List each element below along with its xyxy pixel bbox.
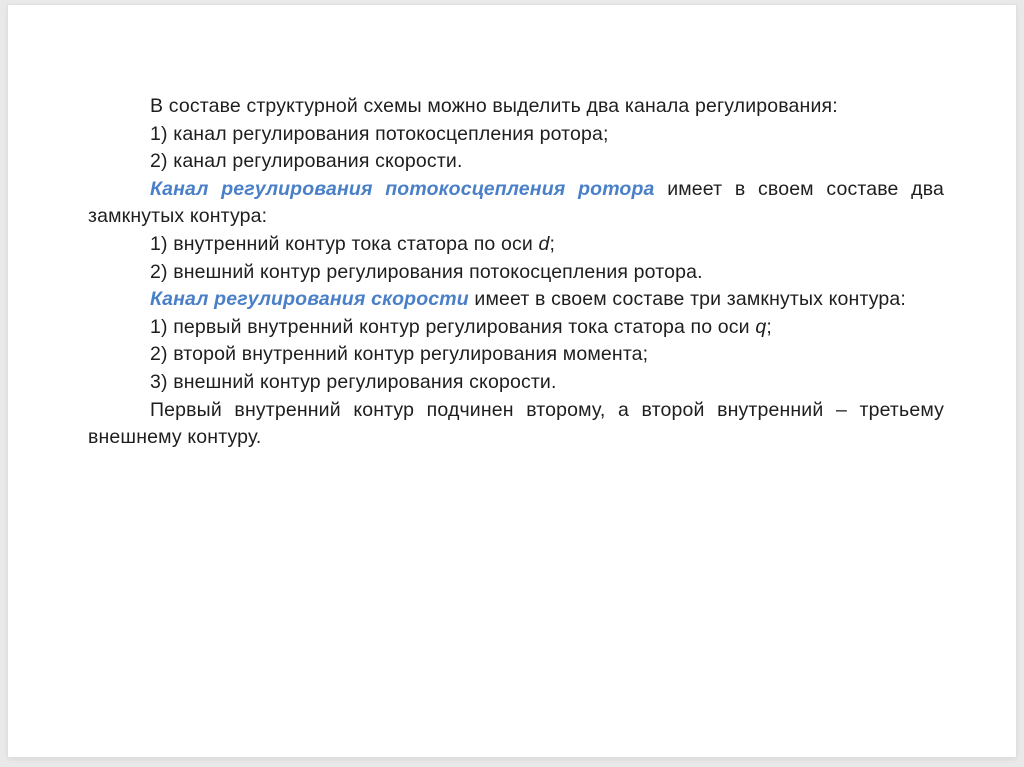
flux-list-item-2: 2) внешний контур регулирования потокосцепления ротора. [150, 260, 703, 283]
flux-item-1-text: 1) внутренний контур тока статора по оси [150, 232, 539, 255]
conclusion-paragraph: Первый внутренний контур подчинен второму, а второй внутренний – третьему внешнему контуру. [88, 398, 944, 449]
flux-list-item-1 [88, 231, 944, 259]
flux-channel-heading: Канал регулирования потокосцепления ротора [150, 177, 655, 200]
intro-paragraph: В составе структурной схемы можно выделить два канала регулирования: [150, 95, 838, 117]
intro-list-item-2: 2) канал регулирования скорости. [150, 150, 463, 173]
axis-d-variable: d [538, 232, 550, 255]
speed-item-1-end: ; [766, 315, 772, 338]
slide-text-body [88, 93, 944, 452]
speed-list-item-1 [88, 314, 944, 342]
slide-page [8, 5, 1016, 757]
flux-channel-paragraph [88, 176, 944, 231]
flux-channel-text: имеет в своем составе два замкнутых контура: [88, 177, 944, 228]
speed-channel-heading: Канал регулирования скорости [150, 288, 469, 311]
speed-channel-text: имеет в своем составе три замкнутых контура: [468, 288, 906, 311]
speed-channel-paragraph [88, 286, 944, 314]
speed-item-1-text: 1) первый внутренний контур регулирования тока статора по оси [150, 315, 756, 338]
flux-item-1-end: ; [549, 232, 556, 255]
intro-list-item-1: 1) канал регулирования потокосцепления ротора; [150, 122, 609, 145]
speed-list-item-3: 3) внешний контур регулирования скорости. [150, 370, 557, 393]
speed-list-item-2: 2) второй внутренний контур регулирования момента; [150, 343, 649, 366]
axis-q-variable: q [755, 315, 767, 338]
